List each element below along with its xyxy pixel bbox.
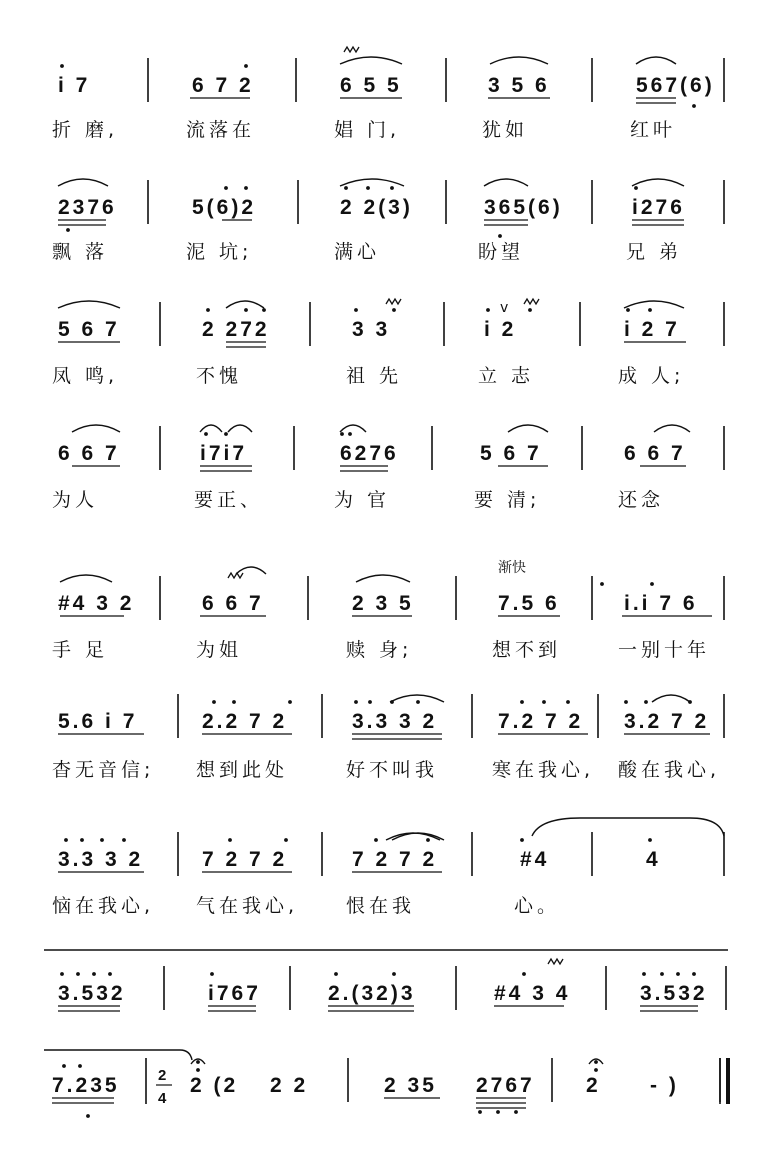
octave-dot (288, 700, 292, 704)
octave-dot (374, 838, 378, 842)
octave-dot (122, 838, 126, 842)
slur-arc (632, 179, 684, 186)
lyric-text: 一别十年 (618, 639, 711, 661)
octave-dot (66, 228, 70, 232)
slur-arc (508, 425, 548, 432)
octave-dot (344, 186, 348, 190)
tie-arc (532, 818, 724, 836)
note-group: i 2 7 (624, 318, 680, 341)
ornament-mark (344, 47, 359, 52)
octave-dot (92, 972, 96, 976)
lyric-text: 盼望 (478, 241, 525, 263)
note-group: 5(6)2 (192, 196, 257, 219)
note-group: 6 6 7 (202, 592, 264, 615)
slur-arc (236, 567, 266, 574)
octave-dot (496, 1110, 500, 1114)
octave-dot (244, 186, 248, 190)
breath-mark: v (500, 300, 509, 316)
octave-dot (212, 700, 216, 704)
octave-dot (600, 582, 604, 586)
octave-dot (232, 700, 236, 704)
lyric-text: 心。 (514, 895, 561, 917)
lyric-text: 立 志 (478, 365, 535, 387)
slur-arc (226, 301, 264, 308)
note-group: 6 5 5 (340, 74, 402, 97)
lyric-text: 凤 鸣, (52, 365, 119, 387)
octave-dot (644, 700, 648, 704)
note-group: 3.3 3 2 (58, 848, 144, 871)
note-group: 5.6 i 7 (58, 710, 138, 733)
octave-dot (366, 186, 370, 190)
lyric-text: 杳无音信; (52, 759, 155, 781)
lyric-text: 成 人; (618, 365, 685, 387)
octave-dot (650, 582, 654, 586)
octave-dot (478, 1110, 482, 1114)
note-group: i 7 (58, 74, 91, 97)
octave-dot (390, 700, 394, 704)
note-group: 3.532 (640, 982, 708, 1005)
octave-dot (204, 432, 208, 436)
note-group: #4 (520, 848, 550, 871)
fermata-dot (594, 1060, 598, 1064)
ornament-mark (386, 299, 401, 304)
note-group: 7.5 6 (498, 592, 560, 615)
fermata-dot (196, 1060, 200, 1064)
note-group: 6276 (340, 442, 399, 465)
note-group: 2767 (476, 1074, 535, 1097)
octave-dot (648, 308, 652, 312)
lyric-text: 娼 门, (334, 119, 401, 141)
octave-dot (692, 104, 696, 108)
octave-dot (520, 838, 524, 842)
lyric-text: 兄 弟 (626, 241, 683, 263)
time-signature-bottom: 4 (158, 1090, 167, 1107)
slur-arc (652, 695, 690, 702)
slur-arc (72, 425, 120, 432)
lyric-text: 犹如 (482, 119, 529, 141)
note-group: 3.532 (58, 982, 126, 1005)
octave-dot (498, 234, 502, 238)
note-group: 3.2 7 2 (624, 710, 710, 733)
octave-dot (60, 972, 64, 976)
slur-arc (60, 575, 112, 582)
note-group: 2 2(3) (340, 196, 413, 219)
octave-dot (522, 972, 526, 976)
lyric-text: 恼在我心, (52, 895, 155, 917)
lyric-text: 不愧 (196, 365, 243, 387)
note-group: i7i7 (200, 442, 248, 465)
lyric-text: 折 磨, (52, 119, 119, 141)
lyric-text: 手 足 (52, 639, 109, 661)
note-group: 567(6) (636, 74, 715, 97)
note-group: 4 (646, 848, 661, 871)
octave-dot (692, 972, 696, 976)
slur-arc (484, 179, 528, 186)
note-group: 6 7 2 (192, 74, 254, 97)
note-group: - ) (650, 1074, 679, 1097)
octave-dot (634, 186, 638, 190)
time-signature-top: 2 (158, 1067, 167, 1084)
note-group: i767 (208, 982, 261, 1005)
note-group: 2 2 (270, 1074, 309, 1097)
lyric-text: 要正、 (194, 489, 264, 511)
octave-dot (244, 308, 248, 312)
slur-arc (340, 179, 404, 186)
note-group: 7 2 7 2 (202, 848, 288, 871)
octave-dot (224, 432, 228, 436)
octave-dot (626, 308, 630, 312)
octave-dot (262, 308, 266, 312)
note-group: 365(6) (484, 196, 563, 219)
octave-dot (676, 972, 680, 976)
octave-dot (100, 838, 104, 842)
lyric-text: 想不到 (492, 639, 562, 661)
lyric-text: 酸在我心, (618, 759, 721, 781)
octave-dot (520, 700, 524, 704)
note-group: 2 35 (384, 1074, 437, 1097)
note-group: 3 3 (352, 318, 391, 341)
slur-arc (340, 57, 402, 64)
note-group: #4 3 4 (494, 982, 571, 1005)
octave-dot (528, 308, 532, 312)
lyric-text: 为人 (52, 489, 99, 511)
note-group: 2.2 7 2 (202, 710, 288, 733)
octave-dot (108, 972, 112, 976)
octave-dot (78, 1064, 82, 1068)
note-group: i 2 (484, 318, 517, 341)
lyric-text: 飘 落 (52, 241, 109, 263)
note-group: 7.235 (52, 1074, 120, 1097)
lyric-text: 赎 身; (346, 639, 413, 661)
lyric-text: 为 官 (334, 489, 391, 511)
octave-dot (60, 64, 64, 68)
note-group: 5 6 7 (480, 442, 542, 465)
lyric-text: 要 清; (474, 489, 541, 511)
note-group: 2376 (58, 196, 117, 219)
note-group: 6 6 7 (58, 442, 120, 465)
octave-dot (660, 972, 664, 976)
note-group: 3.3 3 2 (352, 710, 438, 733)
slur-arc (356, 575, 410, 582)
octave-dot (566, 700, 570, 704)
octave-dot (206, 308, 210, 312)
lyric-text: 恨在我 (346, 895, 416, 917)
note-group: 6 6 7 (624, 442, 686, 465)
lyric-text: 想到此处 (196, 759, 289, 781)
lyric-text: 红叶 (630, 119, 677, 141)
octave-dot (244, 64, 248, 68)
lyric-text: 好不叫我 (346, 759, 439, 781)
octave-dot (416, 700, 420, 704)
note-group: i276 (632, 196, 685, 219)
note-group: 2 (586, 1074, 601, 1097)
slur-arc (58, 179, 108, 186)
octave-dot (62, 1064, 66, 1068)
octave-dot (368, 700, 372, 704)
lyric-text: 泥 坑; (186, 241, 253, 263)
tie-arc (44, 1050, 192, 1060)
octave-dot (594, 1068, 598, 1072)
octave-dot (354, 308, 358, 312)
octave-dot (196, 1068, 200, 1072)
lyric-text: 流落在 (186, 119, 256, 141)
octave-dot (228, 838, 232, 842)
note-group: 2.(32)3 (328, 982, 416, 1005)
note-group: 2 272 (202, 318, 270, 341)
note-group: 7 2 7 2 (352, 848, 438, 871)
slur-arc (636, 57, 676, 64)
slur-arc (58, 301, 120, 308)
ornament-mark (548, 959, 563, 964)
slur-arc (228, 425, 252, 432)
octave-dot (224, 186, 228, 190)
lyric-text: 祖 先 (346, 365, 403, 387)
octave-dot (390, 186, 394, 190)
octave-dot (642, 972, 646, 976)
octave-dot (688, 700, 692, 704)
octave-dot (486, 308, 490, 312)
octave-dot (426, 838, 430, 842)
octave-dot (514, 1110, 518, 1114)
ornament-mark (524, 299, 539, 304)
octave-dot (348, 432, 352, 436)
octave-dot (76, 972, 80, 976)
octave-dot (210, 972, 214, 976)
note-group: 3 5 6 (488, 74, 550, 97)
lyric-text: 为姐 (196, 639, 243, 661)
octave-dot (284, 838, 288, 842)
slur-arc (624, 301, 684, 308)
octave-dot (354, 700, 358, 704)
lyric-text: 气在我心, (196, 895, 299, 917)
octave-dot (392, 308, 396, 312)
slur-arc (654, 425, 690, 432)
octave-dot (542, 700, 546, 704)
octave-dot (392, 972, 396, 976)
lyric-text: 寒在我心, (492, 759, 595, 781)
octave-dot (340, 432, 344, 436)
slur-arc (490, 57, 548, 64)
note-group: 7.2 7 2 (498, 710, 584, 733)
lyric-text: 还念 (618, 489, 665, 511)
slur-arc (200, 425, 222, 432)
octave-dot (64, 838, 68, 842)
octave-dot (86, 1114, 90, 1118)
note-group: #4 3 2 (58, 592, 135, 615)
octave-dot (80, 838, 84, 842)
ornament-mark (228, 573, 243, 578)
octave-dot (648, 838, 652, 842)
note-group: 2 (2 (190, 1074, 239, 1097)
note-group: 2 3 5 (352, 592, 414, 615)
lyric-text: 满心 (334, 241, 381, 263)
note-group: 5 6 7 (58, 318, 120, 341)
slur-arc (340, 425, 366, 432)
note-group: i.i 7 6 (624, 592, 698, 615)
octave-dot (334, 972, 338, 976)
octave-dot (624, 700, 628, 704)
tempo-mark: 渐快 (498, 560, 526, 576)
